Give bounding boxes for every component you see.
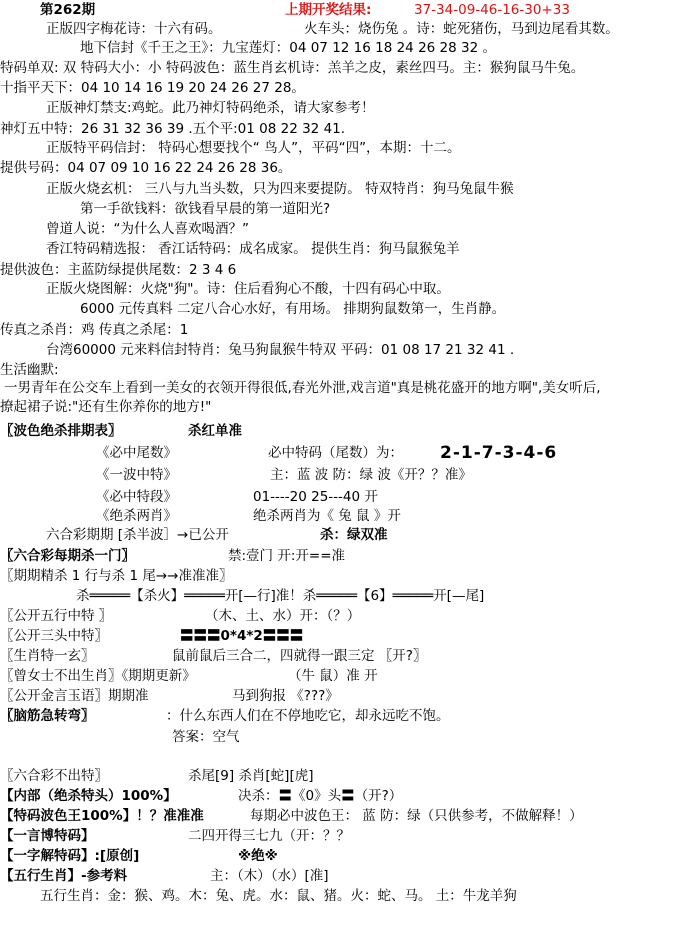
half-wave-line: 六合彩期期 [杀半波］→已公开	[46, 527, 229, 543]
half-wave-value: 杀：绿双准	[320, 527, 388, 543]
fax-6000-line: 6000 元传真料 二定八合心水好，有用场。 排期狗鼠数第一，生肖静。	[80, 301, 506, 317]
humor-text-1: 一男青年在公交车上看到一美女的衣领开得很低,春光外泄,戏言道"真是桃花盛开的地方啊",美女听后,	[4, 380, 601, 396]
two-zodiac-value: 绝杀两肖为《 兔 鼠 》开	[253, 508, 401, 524]
fax-kill-line: 传真之杀肖：鸡 传真之杀尾：1	[0, 322, 189, 338]
color-kill-value: 杀红单准	[188, 423, 242, 439]
golden-words-value: 马到狗报 《???》	[232, 688, 339, 704]
one-char-value: ※绝※	[238, 848, 278, 864]
zeng-line: 曾道人说：“为什么人喜欢喝酒？”	[46, 221, 249, 237]
five-zodiac-value: 主：（木）（水）[准]	[210, 868, 329, 884]
one-wave-value: 主：蓝 波 防：绿 波《开？？准》	[270, 467, 472, 483]
five-zodiac-label: 【五行生肖】-参考料	[0, 868, 128, 884]
row-tail-title: 〖期期精杀 1 行与杀 1 尾→→准准准〗	[0, 568, 233, 584]
brain-teaser-question: ：什么东西人们在不停地吃它，却永远吃不饱。	[166, 708, 450, 724]
segment-label: 《必中特段》	[96, 489, 177, 505]
xiangjiang-line: 香江特码精选报： 香江话特码：成名成家。 提供生肖：狗马鼠猴兔羊	[46, 241, 460, 257]
flat-code-letter: 正版特平码信封： 特码心想要找个“ 鸟人”，平码“四”，本期：十二。	[46, 140, 461, 156]
one-door-value: 禁:壹门 开:开==准	[228, 548, 346, 564]
brain-teaser-answer: 答案：空气	[172, 729, 240, 745]
result-label: 上期开奖结果:	[285, 2, 372, 18]
one-char-label: 【一字解特码】:[原创]	[0, 848, 140, 864]
zodiac-mystery-label: 〖生肖特一玄〗	[0, 648, 95, 664]
ms-zeng-label: 〖曾女士不出生肖〗《期期更新》	[0, 668, 196, 684]
humor-title: 生活幽默:	[0, 362, 59, 378]
magic-lamp-line: 正版神灯禁支:鸡蛇。此乃神灯特码绝杀，请大家参考！	[46, 100, 375, 116]
color-king-value: 每期必中波色王： 蓝 防：绿（只供参考，不做解释！）	[250, 808, 583, 824]
first-hand-line: 第一手欲钱料：欲钱看早晨的第一道阳光?	[80, 201, 331, 217]
color-kill-title: 〖波色绝杀排期表〗	[0, 423, 122, 439]
five-elements-value: （木、土、水）开：（？）	[205, 608, 361, 624]
five-elements-label: 〖公开五行中特 〗	[0, 608, 113, 624]
special-code-line: 特码单双: 双 特码大小：小 特码波色：蓝生肖玄机诗：羔羊之皮，素丝四马。主：猴狗鼠马牛兔。	[0, 60, 585, 76]
tail-label: 《必中尾数》	[96, 445, 177, 461]
ms-zeng-value: （牛 鼠）准 开	[288, 668, 378, 684]
kill-fire-line: 杀═════【杀火】═════开[—行]准！杀═════【6】═════开[—尾]	[76, 588, 485, 604]
one-door-title: 〖六合彩每期杀一门〗	[0, 548, 135, 564]
underground-letter: 地下信封《千王之王》：九宝莲灯：04 07 12 16 18 24 26 28 32 。	[80, 40, 496, 56]
three-head-value: 〓〓〓0*4*2〓〓〓	[180, 628, 304, 644]
internal-kill-value: 决杀：〓《0》头〓（开?）	[238, 788, 403, 804]
three-head-label: 〖公开三头中特〗	[0, 628, 108, 644]
one-wave-label: 《一波中特》	[96, 467, 177, 483]
two-zodiac-label: 《绝杀两肖》	[96, 508, 177, 524]
plum-poem: 正版四字梅花诗：十六有码。	[46, 21, 222, 37]
issue-number: 第262期	[40, 2, 96, 18]
one-word-label: 【一言博特码】	[0, 828, 95, 844]
brain-teaser-label: 〖脑筋急转弯〗	[0, 708, 95, 724]
result-value: 37-34-09-46-16-30+33	[414, 2, 570, 18]
color-tail-line: 提供波色：主蓝防绿提供尾数：2 3 4 6	[0, 262, 237, 278]
color-king-label: 【特码波色王100%】！？准准准	[0, 808, 204, 824]
ten-fingers-line: 十指平天下：04 10 14 16 19 20 24 26 27 28。	[0, 80, 305, 96]
no-special-label: 〖六合彩不出特〗	[0, 768, 108, 784]
five-zodiac-list: 五行生肖：金：猴、鸡。木：兔、虎。水：鼠、猪。火：蛇、马。 土：牛龙羊狗	[40, 888, 517, 904]
taiwan-line: 台湾60000 元来料信封特肖：兔马狗鼠猴牛特双 平码：01 08 17 21 32 41 .	[46, 342, 515, 358]
fire-mystery: 正版火烧玄机： 三八与九当头数，只为四来要提防。 特双特肖：狗马兔鼠牛猴	[46, 181, 514, 197]
internal-kill-label: 【内部（绝杀特头）100%】	[0, 788, 177, 804]
one-word-value: 二四开得三七九（开：？？	[188, 828, 350, 844]
humor-text-2: 撩起裙子说:"还有生你养你的地方!"	[0, 399, 212, 415]
tail-value: 2-1-7-3-4-6	[440, 443, 558, 463]
provided-numbers: 提供号码：04 07 09 10 16 22 24 26 28 36。	[0, 160, 292, 176]
segment-value: 01----20 25---40 开	[253, 489, 378, 505]
zodiac-mystery-value: 鼠前鼠后三合二，四就得一跟三定 〖开?〗	[172, 648, 427, 664]
tail-text: 必中特码（尾数）为：	[268, 445, 403, 461]
lamp-five-line: 神灯五中特：26 31 32 36 39 .五个平:01 08 22 32 41.	[0, 121, 346, 137]
no-special-value: 杀尾[9] 杀肖[蛇][虎]	[188, 768, 314, 784]
golden-words-label: 〖公开金言玉语〗期期准	[0, 688, 149, 704]
fire-chart-line: 正版火烧图解：火烧"狗"。诗：住后看狗心不酸，十四有码心中取。	[46, 281, 450, 297]
train-head: 火车头：烧伤兔 。诗：蛇死猪伤，马到边尾看其数。	[304, 21, 619, 37]
